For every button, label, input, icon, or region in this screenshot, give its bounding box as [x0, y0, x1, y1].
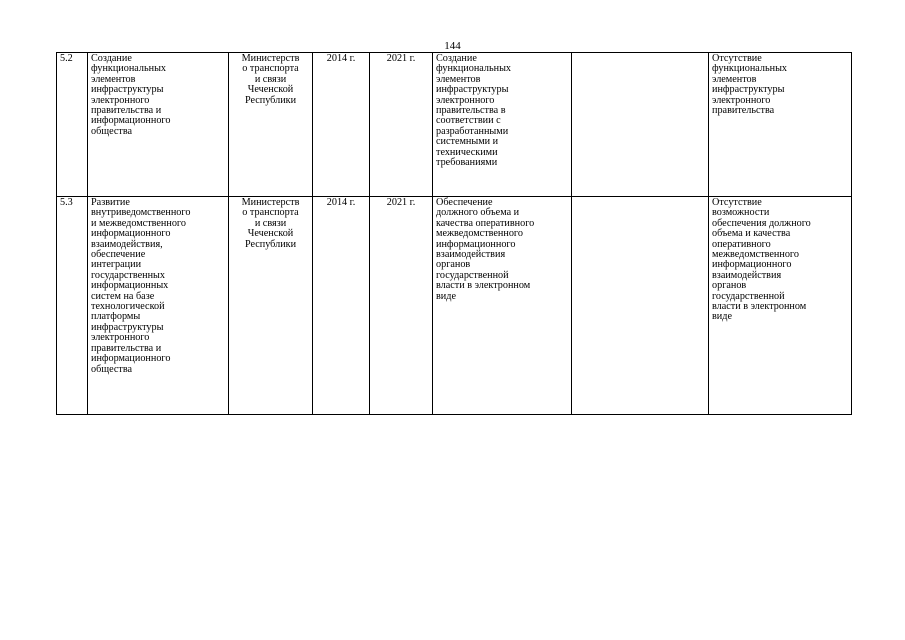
- empty-cell: [572, 197, 709, 415]
- consequence-cell: Отсутствие функциональных элементов инфраструктуры электронного правительства: [709, 53, 852, 197]
- executor-cell: Министерств о транспорта и связи Чеченской Республики: [229, 197, 313, 415]
- page-number: 144: [444, 40, 461, 52]
- consequence-cell: Отсутствие возможности обеспечения должного объема и качества оперативного межведомственного информационного взаимодействия органов государственной власти в электронном виде: [709, 197, 852, 415]
- table-row: [57, 197, 852, 415]
- table-row: [57, 53, 852, 197]
- start-year-cell: 2014 г.: [313, 197, 370, 415]
- expected-result-cell: Создание функциональных элементов инфраструктуры электронного правительства в соответствии с разработанными системными и техническими требованиями: [433, 53, 572, 197]
- row-number-cell: 5.3: [57, 197, 88, 415]
- measures-table: [56, 52, 852, 415]
- expected-result-cell: Обеспечение должного объема и качества оперативного межведомственного информационного взаимодействия органов государственной власти в электронном виде: [433, 197, 572, 415]
- end-year-cell: 2021 г.: [370, 197, 433, 415]
- row-number-cell: 5.2: [57, 53, 88, 197]
- executor-cell: Министерств о транспорта и связи Чеченской Республики: [229, 53, 313, 197]
- end-year-cell: 2021 г.: [370, 53, 433, 197]
- empty-cell: [572, 53, 709, 197]
- measure-name-cell: Развитие внутриведомственного и межведомственного информационного взаимодействия, обеспечение интеграции государственных информационных систем на базе технологической платформы инфраструктуры электронного правительства и информационного общества: [88, 197, 229, 415]
- measure-name-cell: Создание функциональных элементов инфраструктуры электронного правительства и информационного общества: [88, 53, 229, 197]
- start-year-cell: 2014 г.: [313, 53, 370, 197]
